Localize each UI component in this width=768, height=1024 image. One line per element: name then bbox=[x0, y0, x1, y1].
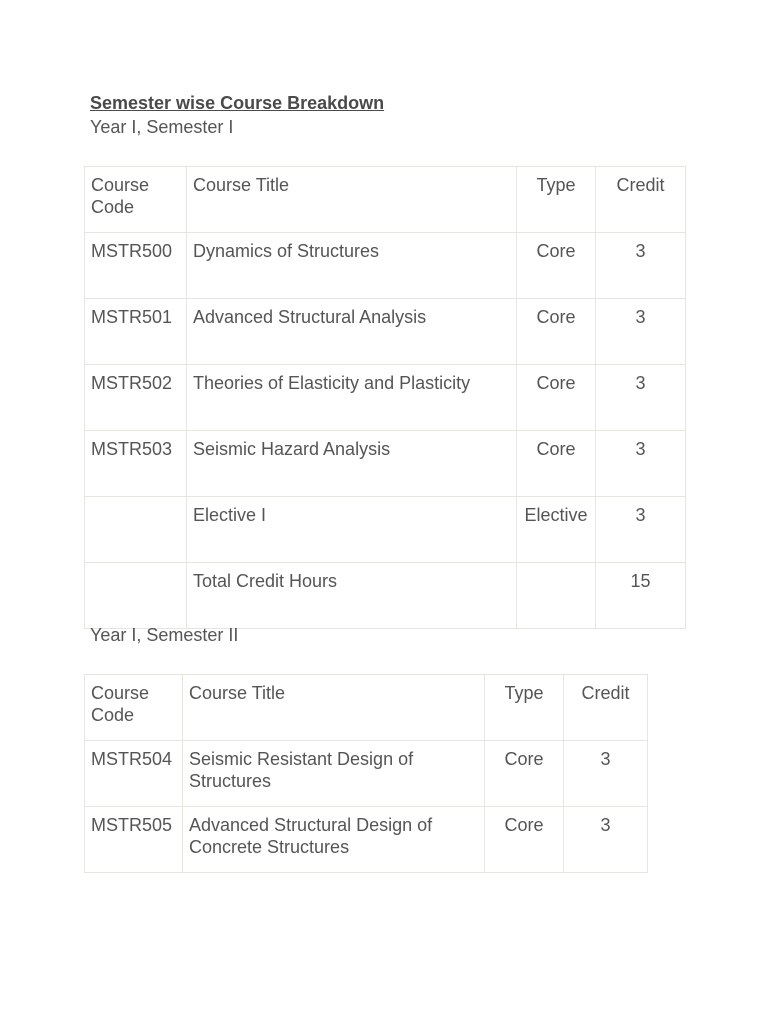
header-credit: Credit bbox=[596, 167, 686, 233]
course-code: MSTR504 bbox=[85, 741, 183, 807]
course-credit: 3 bbox=[596, 497, 686, 563]
course-title: Elective I bbox=[187, 497, 517, 563]
header-course-code: Course Code bbox=[85, 167, 187, 233]
course-title: Advanced Structural Analysis bbox=[187, 299, 517, 365]
course-code: MSTR500 bbox=[85, 233, 187, 299]
course-credit: 3 bbox=[564, 741, 648, 807]
semester-1-course-table bbox=[84, 166, 686, 629]
header-type: Type bbox=[485, 675, 564, 741]
table-row bbox=[85, 431, 686, 497]
course-code: MSTR501 bbox=[85, 299, 187, 365]
table-header-row bbox=[85, 675, 648, 741]
table-row bbox=[85, 365, 686, 431]
semester-2-label: Year I, Semester II bbox=[90, 625, 239, 645]
course-type: Core bbox=[517, 365, 596, 431]
course-title: Dynamics of Structures bbox=[187, 233, 517, 299]
total-label: Total Credit Hours bbox=[187, 563, 517, 629]
semester-1-label: Year I, Semester I bbox=[90, 117, 234, 137]
header-course-code: Course Code bbox=[85, 675, 183, 741]
table-row bbox=[85, 741, 648, 807]
course-type bbox=[517, 563, 596, 629]
course-title: Seismic Hazard Analysis bbox=[187, 431, 517, 497]
table-row bbox=[85, 299, 686, 365]
course-credit: 3 bbox=[596, 431, 686, 497]
course-credit: 3 bbox=[596, 233, 686, 299]
page-title: Semester wise Course Breakdown bbox=[90, 93, 385, 113]
course-credit: 3 bbox=[596, 299, 686, 365]
course-credit: 3 bbox=[596, 365, 686, 431]
course-credit: 3 bbox=[564, 807, 648, 873]
course-title: Seismic Resistant Design of Structures bbox=[183, 741, 485, 807]
course-type: Core bbox=[517, 233, 596, 299]
header-type: Type bbox=[517, 167, 596, 233]
course-title: Theories of Elasticity and Plasticity bbox=[187, 365, 517, 431]
header-course-title: Course Title bbox=[183, 675, 485, 741]
course-type: Core bbox=[485, 741, 564, 807]
course-type: Core bbox=[517, 299, 596, 365]
course-code: MSTR503 bbox=[85, 431, 187, 497]
course-code bbox=[85, 563, 187, 629]
header-credit: Credit bbox=[564, 675, 648, 741]
total-credit: 15 bbox=[596, 563, 686, 629]
table-total-row bbox=[85, 563, 686, 629]
semester-2-course-table bbox=[84, 674, 648, 873]
table-row bbox=[85, 233, 686, 299]
course-code: MSTR505 bbox=[85, 807, 183, 873]
course-type: Core bbox=[517, 431, 596, 497]
table-row bbox=[85, 497, 686, 563]
course-code bbox=[85, 497, 187, 563]
course-title: Advanced Structural Design of Concrete Structures bbox=[183, 807, 485, 873]
header-course-title: Course Title bbox=[187, 167, 517, 233]
course-type: Core bbox=[485, 807, 564, 873]
table-row bbox=[85, 807, 648, 873]
table-header-row bbox=[85, 167, 686, 233]
course-type: Elective bbox=[517, 497, 596, 563]
course-code: MSTR502 bbox=[85, 365, 187, 431]
